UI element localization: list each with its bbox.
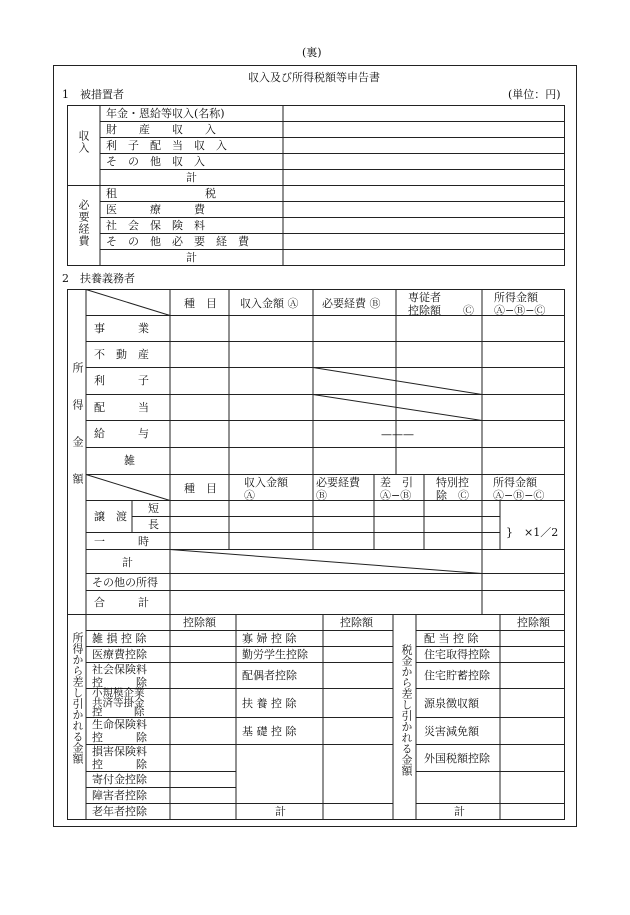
hdr2-income-a: 収入金額 Ⓐ [244, 476, 288, 502]
ded-spouse: 配偶者控除 [242, 669, 297, 682]
row-real-estate: 不 動 産 [94, 348, 149, 361]
income-row-property: 財 産 収 入 [106, 123, 216, 136]
ded-working-student: 勤労学生控除 [242, 648, 308, 661]
col3-total: 計 [454, 805, 465, 818]
ded-casualty-loss: 雑 損 控 除 [92, 632, 147, 645]
hdr2-special-deduction: 特別控 除 Ⓒ [436, 476, 469, 502]
expense-group-label: 必要経費 [77, 199, 90, 247]
ded-housing-savings: 住宅貯蓄控除 [424, 669, 490, 682]
ded-widow: 寡 婦 控 除 [242, 632, 297, 645]
hdr-income-a: 収入金額 Ⓐ [240, 297, 299, 310]
ded-life-insurance: 生命保険料 控 除 [92, 718, 147, 744]
transfer-long: 長 [148, 518, 159, 531]
hdr2-difference: 差 引 Ⓐ−Ⓑ [380, 476, 413, 502]
income-row-other: そ の 他 収 入 [106, 155, 205, 168]
ded-dependents: 扶 養 控 除 [242, 697, 297, 710]
expense-row-medical: 医 療 費 [106, 203, 205, 216]
hdr-dedicated-c: 専従者 控除額 Ⓒ [408, 291, 474, 317]
ded-housing-acquisition: 住宅取得控除 [424, 648, 490, 661]
ded-disaster-relief: 災害減免額 [424, 725, 479, 738]
income-row-total: 計 [186, 171, 197, 184]
ded-dividend: 配 当 控 除 [424, 632, 479, 645]
back-side-label: (裏) [302, 46, 322, 59]
ded-donation: 寄付金控除 [92, 773, 147, 786]
col1-header: 控除額 [183, 616, 216, 629]
col2-header: 控除額 [340, 616, 373, 629]
salary-dash: ——— [381, 428, 414, 441]
ded-small-business: 小規模企業 共済等掛金 控 除 [92, 687, 145, 718]
row-interest: 利 子 [94, 374, 149, 387]
half-note: } ×1／2 [506, 526, 559, 539]
income-amount-group-label: 所得金額 [71, 362, 84, 510]
income-row-pension: 年金・恩給等収入(名称) [106, 107, 225, 120]
expense-row-other: そ の 他 必 要 経 費 [106, 235, 249, 248]
col2-total: 計 [275, 805, 286, 818]
tax-deductions-group-label: 税金から差し引かれる金額 [400, 644, 413, 776]
row-business: 事 業 [94, 322, 149, 335]
row-dividend: 配 当 [94, 401, 149, 414]
income-group-label: 収入 [77, 130, 90, 154]
ded-social-insurance: 社会保険料 控 除 [92, 663, 147, 689]
ded-withholding: 源泉徴収額 [424, 697, 479, 710]
ded-property-insurance: 損害保険料 控 除 [92, 745, 147, 771]
hdr-category: 種 目 [184, 297, 217, 310]
hdr2-income-result: 所得金額 Ⓐ−Ⓑ−Ⓒ [493, 476, 545, 502]
lump-sum-row: 一 時 [94, 535, 149, 548]
transfer-label: 譲 渡 [94, 510, 127, 523]
expense-row-social: 社 会 保 険 料 [106, 219, 205, 232]
ded-basic: 基 礎 控 除 [242, 725, 297, 738]
ded-foreign-tax: 外国税額控除 [424, 752, 490, 765]
unit-label: (単位：円) [508, 88, 561, 101]
income-row-interest: 利 子 配 当 収 入 [106, 139, 227, 152]
other-income-row: その他の所得 [92, 576, 158, 589]
hdr-income-result: 所得金額 Ⓐ−Ⓑ−Ⓒ [494, 291, 546, 317]
ded-elderly: 老年者控除 [92, 805, 147, 818]
ded-disability: 障害者控除 [92, 789, 147, 802]
expense-row-tax: 租 税 [106, 187, 216, 200]
hdr-expense-b: 必要経費 Ⓑ [322, 297, 381, 310]
expense-row-total: 計 [186, 251, 197, 264]
hdr2-expense-b: 必要経費 Ⓑ [316, 476, 360, 502]
row-misc: 雑 [124, 454, 135, 467]
transfer-short: 短 [148, 502, 159, 515]
grand-total-row: 合 計 [94, 596, 149, 609]
form-title: 収入及び所得税額等申告書 [248, 71, 380, 84]
ded-medical: 医療費控除 [92, 648, 147, 661]
hdr2-category: 種 目 [184, 482, 217, 495]
section2-title: 2 扶養義務者 [62, 272, 135, 285]
deductions-group-label: 所得から差し引かれる金額 [71, 632, 84, 764]
col3-header: 控除額 [517, 616, 550, 629]
row-salary: 給 与 [94, 427, 149, 440]
total-row: 計 [122, 556, 133, 569]
section1-title: 1 被措置者 [62, 88, 124, 101]
